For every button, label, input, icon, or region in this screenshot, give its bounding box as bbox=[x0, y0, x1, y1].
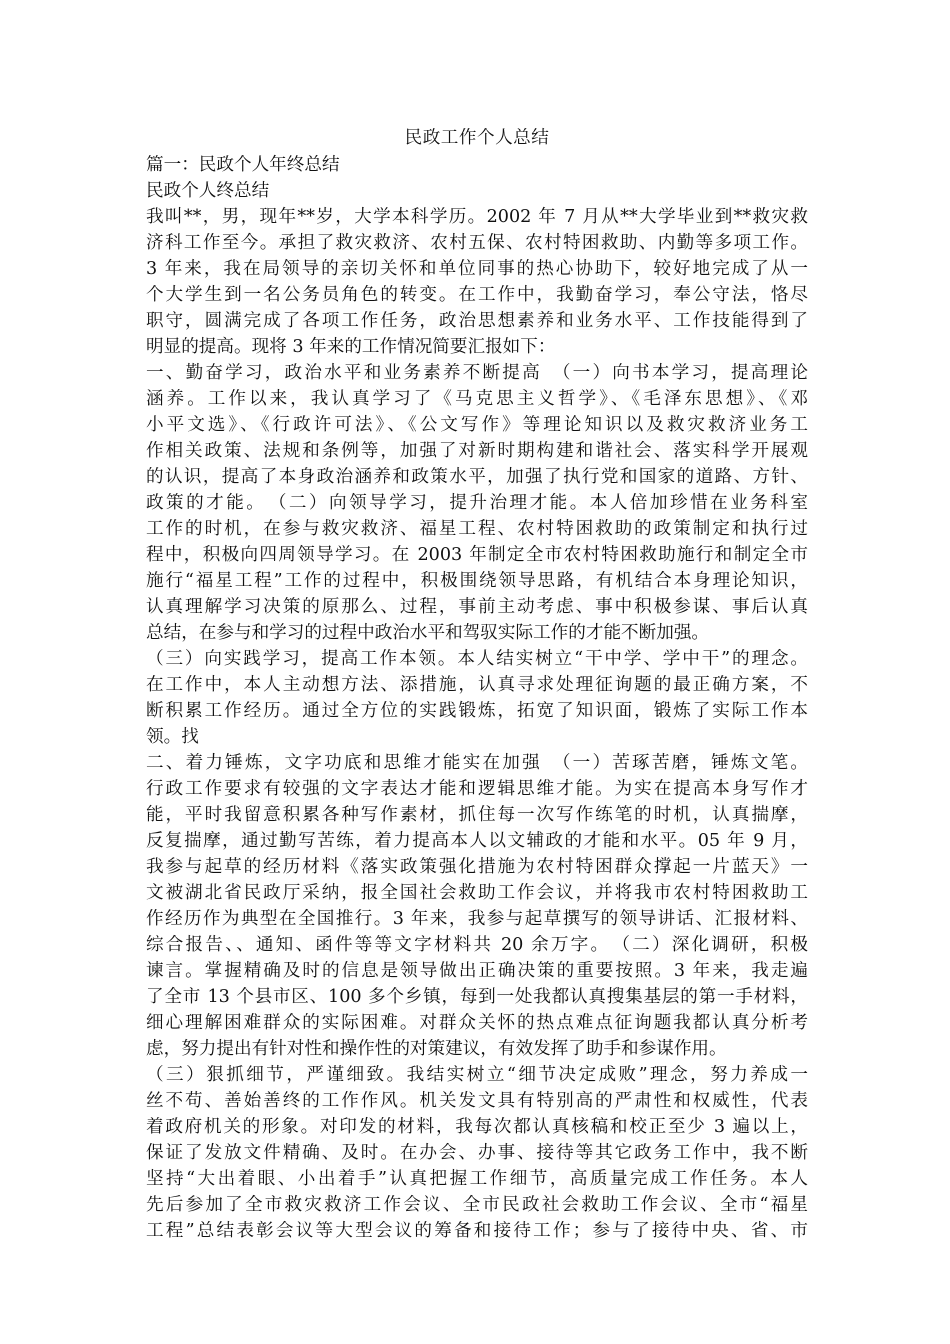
text-line: 认真理解学习决策的原那么、过程，事前主动考虑、事中积极参谋、事后认真 bbox=[146, 597, 808, 617]
text-line: 能，平时我留意积累各种写作素材，抓住每一次写作练笔的时机，认真揣摩， bbox=[146, 805, 808, 825]
text-line: 反复揣摩，通过勤写苦练，着力提高本人以文辅政的才能和水平。05 年 9 月， bbox=[146, 831, 808, 851]
text-line: 文被湖北省民政厅采纳，报全国社会救助工作会议，并将我市农村特困救助工 bbox=[146, 883, 808, 903]
text-line: 断积累工作经历。通过全方位的实践锻炼，拓宽了知识面，锻炼了实际工作本 bbox=[146, 701, 808, 721]
text-line: 小平文选》、《行政许可法》、《公文写作》等理论知识以及救灾救济业务工 bbox=[146, 415, 808, 435]
text-line: 民政个人终总结 bbox=[146, 181, 270, 201]
text-line: 二、着力锤炼，文字功底和思维才能实在加强 （一）苦琢苦磨，锤炼文笔。 bbox=[146, 753, 808, 773]
text-line: 丝不苟、善始善终的工作作风。机关发文具有特别高的严肃性和权威性，代表 bbox=[146, 1091, 808, 1111]
text-line: 明显的提高。现将 3 年来的工作情况简要汇报如下： bbox=[146, 337, 556, 357]
text-line: 职守，圆满完成了各项工作任务，政治思想素养和业务水平、工作技能得到了 bbox=[146, 311, 808, 331]
text-line: 行政工作要求有较强的文字表达才能和逻辑思维才能。为实在提高本身写作才 bbox=[146, 779, 808, 799]
text-line: 的认识，提高了本身政治涵养和政策水平，加强了执行党和国家的道路、方针、 bbox=[146, 467, 808, 487]
text-line: 综合报告、、通知、函件等等文字材料共 20 余万字。 （二）深化调研，积极 bbox=[146, 935, 808, 955]
text-line: 着政府机关的形象。对印发的材料，我每次都认真核稿和校正至少 3 遍以上， bbox=[146, 1117, 808, 1137]
text-line: 一、勤奋学习，政治水平和业务素养不断提高 （一）向书本学习，提高理论 bbox=[146, 363, 808, 383]
text-line: 坚持“大出着眼、小出着手”认真把握工作细节，高质量完成工作任务。本人 bbox=[146, 1169, 808, 1189]
text-line: 济科工作至今。承担了救灾救济、农村五保、农村特困救助、内勤等多项工作。 bbox=[146, 233, 808, 253]
text-line: 涵养。工作以来，我认真学习了《马克思主义哲学》、《毛泽东思想》、《邓 bbox=[146, 389, 808, 409]
text-line: 保证了发放文件精确、及时。在办会、办事、接待等其它政务工作中，我不断 bbox=[146, 1143, 808, 1163]
text-line: 作相关政策、法规和条例等，加强了对新时期构建和谐社会、落实科学开展观 bbox=[146, 441, 808, 461]
text-line: 篇一：民政个人年终总结 bbox=[146, 155, 340, 175]
text-line: 虑，努力提出有针对性和操作性的对策建议，有效发挥了助手和参谋作用。 bbox=[146, 1039, 727, 1059]
text-line: （三）狠抓细节，严谨细致。我结实树立“细节决定成败”理念，努力养成一 bbox=[146, 1065, 808, 1085]
text-line: 在工作中，本人主动想方法、添措施，认真寻求处理征询题的最正确方案，不 bbox=[146, 675, 808, 695]
text-line: 工作的时机，在参与救灾救济、福星工程、农村特困救助的政策制定和执行过 bbox=[146, 519, 808, 539]
document-title: 民政工作个人总结 bbox=[404, 128, 550, 148]
text-line: 个大学生到一名公务员角色的转变。在工作中，我勤奋学习，奉公守法，恪尽 bbox=[146, 285, 808, 305]
document-text bbox=[146, 152, 808, 1244]
text-line: （三）向实践学习，提高工作本领。本人结实树立“干中学、学中干”的理念。 bbox=[146, 649, 808, 669]
text-line: 施行“福星工程”工作的过程中，积极围绕领导思路，有机结合本身理论知识， bbox=[146, 571, 808, 591]
text-line: 先后参加了全市救灾救济工作会议、全市民政社会救助工作会议、全市“福星 bbox=[146, 1195, 808, 1215]
text-line: 细心理解困难群众的实际困难。对群众关怀的热点难点征询题我都认真分析考 bbox=[146, 1013, 808, 1033]
text-line: 了全市 13 个县市区、100 多个乡镇，每到一处我都认真搜集基层的第一手材料， bbox=[146, 987, 808, 1007]
text-line: 我参与起草的经历材料《落实政策强化措施为农村特困群众撑起一片蓝天》一 bbox=[146, 857, 808, 877]
text-line: 谏言。掌握精确及时的信息是领导做出正确决策的重要按照。3 年来，我走遍 bbox=[146, 961, 808, 981]
document-body bbox=[146, 124, 808, 1244]
text-line: 作经历作为典型在全国推行。3 年来，我参与起草撰写的领导讲话、汇报材料、 bbox=[146, 909, 808, 929]
text-line: 总结，在参与和学习的过程中政治水平和驾驭实际工作的才能不断加强。 bbox=[146, 623, 710, 643]
text-line: 政策的才能。 （二）向领导学习，提升治理才能。本人倍加珍惜在业务科室 bbox=[146, 493, 808, 513]
text-line: 我叫**，男，现年**岁，大学本科学历。2002 年 7 月从**大学毕业到**救灾救 bbox=[146, 207, 808, 227]
text-line: 3 年来，我在局领导的亲切关怀和单位同事的热心协助下，较好地完成了从一 bbox=[146, 259, 808, 279]
text-line: 工程”总结表彰会议等大型会议的筹备和接待工作；参与了接待中央、省、市 bbox=[146, 1221, 808, 1241]
text-line: 领。找 bbox=[146, 727, 199, 747]
text-line: 程中，积极向四周领导学习。在 2003 年制定全市农村特困救助施行和制定全市 bbox=[146, 545, 808, 565]
